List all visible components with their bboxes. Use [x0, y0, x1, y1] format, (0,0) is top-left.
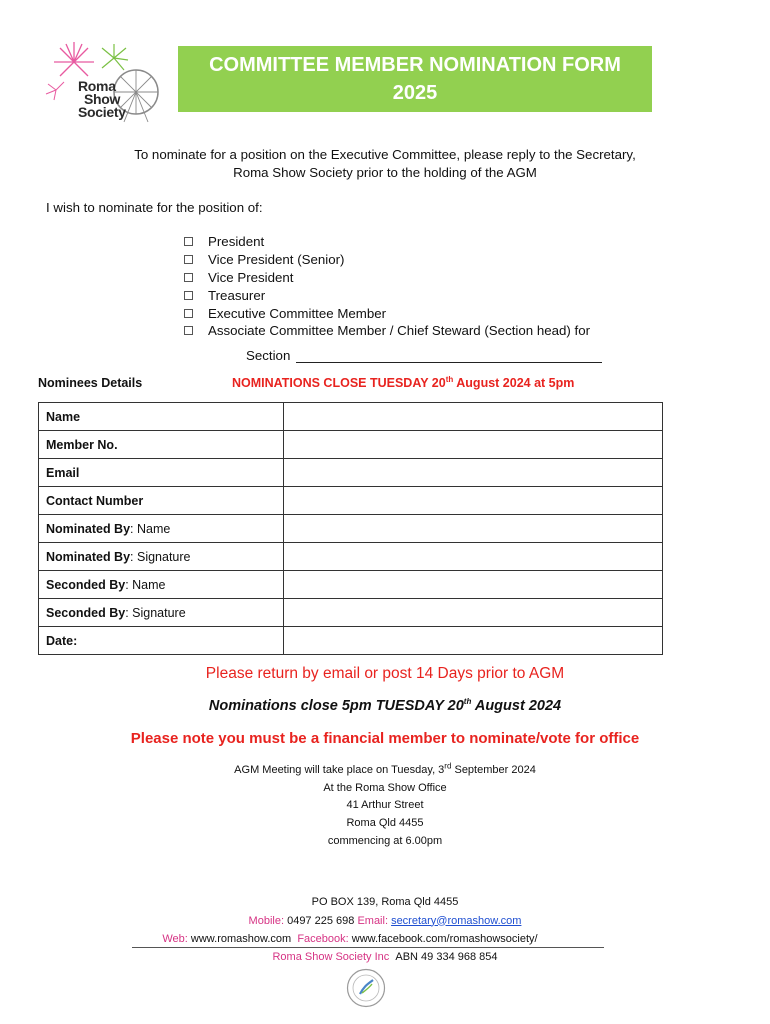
form-title-banner	[178, 46, 652, 112]
email-link[interactable]: secretary@romashow.com	[391, 914, 522, 927]
abn: ABN 49 334 968 854	[395, 951, 498, 963]
table-row: Contact Number	[39, 487, 663, 515]
form-title: COMMITTEE MEMBER NOMINATION FORM	[209, 54, 621, 76]
checkbox[interactable]	[184, 237, 193, 246]
section-input-line[interactable]	[296, 348, 602, 363]
intro-text: To nominate for a position on the Executive Committee, please reply to the Secretary, Roma Show Society prior to the holding of the AGM	[134, 147, 636, 180]
po-box: PO BOX 139, Roma Qld 4455	[311, 896, 459, 908]
checkbox[interactable]	[184, 273, 193, 282]
return-note: Please return by email or post 14 Days prior to AGM	[205, 665, 565, 682]
section-label: Section	[246, 348, 291, 363]
mobile-number: 0497 225 698	[287, 914, 355, 927]
footer-contact: PO BOX 139, Roma Qld 4455 Mobile: 0497 225 698 Email: secretary@romashow.com Web: www.romashow.com Facebook: www.facebook.com/romashowsociety/	[0, 893, 770, 949]
table-row: Nominated By: Signature	[39, 543, 663, 571]
position-treasurer[interactable]: Treasurer	[184, 286, 590, 304]
logo-wordmark: Roma Show Society	[78, 78, 126, 120]
nominees-details-label: Nominees Details	[38, 376, 143, 390]
wish-label: I wish to nominate for the position of:	[46, 200, 263, 215]
date-field[interactable]	[284, 627, 663, 655]
contact-number-field[interactable]	[284, 487, 663, 515]
table-row: Date:	[39, 627, 663, 655]
form-year: 2025	[392, 82, 438, 104]
position-checklist	[184, 233, 590, 340]
nominated-by-name-field[interactable]	[284, 515, 663, 543]
table-row: Name	[39, 403, 663, 431]
table-row: Member No.	[39, 431, 663, 459]
position-president[interactable]: President	[184, 233, 590, 251]
position-vice-president[interactable]: Vice President	[184, 269, 590, 287]
table-row: Seconded By: Signature	[39, 599, 663, 627]
table-row: Seconded By: Name	[39, 571, 663, 599]
org-line	[0, 948, 770, 966]
facebook-link[interactable]: www.facebook.com/romashowsociety/	[351, 933, 538, 945]
nominee-details-table	[38, 402, 663, 655]
registered-charity-seal-icon	[346, 968, 386, 1008]
checkbox[interactable]	[184, 291, 193, 300]
org-name: Roma Show Society Inc	[272, 951, 390, 963]
agm-details: AGM Meeting will take place on Tuesday, 3rd September 2024 At the Roma Show Office 41 Arthur Street Roma Qld 4455 commencing at 6.00pm	[234, 761, 536, 847]
section-field	[246, 348, 602, 363]
email-field[interactable]	[284, 459, 663, 487]
web-link[interactable]: www.romashow.com	[190, 933, 292, 945]
name-field[interactable]	[284, 403, 663, 431]
table-row: Email	[39, 459, 663, 487]
seconded-by-name-field[interactable]	[284, 571, 663, 599]
seconded-by-signature-field[interactable]	[284, 599, 663, 627]
nominations-close-notice: NOMINATIONS CLOSE TUESDAY 20th August 2024 at 5pm	[232, 374, 575, 390]
checkbox[interactable]	[184, 255, 193, 264]
checkbox[interactable]	[184, 309, 193, 318]
roma-show-society-logo	[44, 40, 162, 124]
checkbox[interactable]	[184, 326, 193, 335]
position-associate-committee-member[interactable]: Associate Committee Member / Chief Steward (Section head) for	[184, 322, 590, 340]
position-vice-president-senior[interactable]: Vice President (Senior)	[184, 251, 590, 269]
nominated-by-signature-field[interactable]	[284, 543, 663, 571]
table-row: Nominated By: Name	[39, 515, 663, 543]
member-no-field[interactable]	[284, 431, 663, 459]
position-executive-committee-member[interactable]: Executive Committee Member	[184, 304, 590, 322]
nominations-close-line: Nominations close 5pm TUESDAY 20th August 2024	[208, 697, 562, 714]
financial-member-note: Please note you must be a financial member to nominate/vote for office	[130, 730, 640, 747]
